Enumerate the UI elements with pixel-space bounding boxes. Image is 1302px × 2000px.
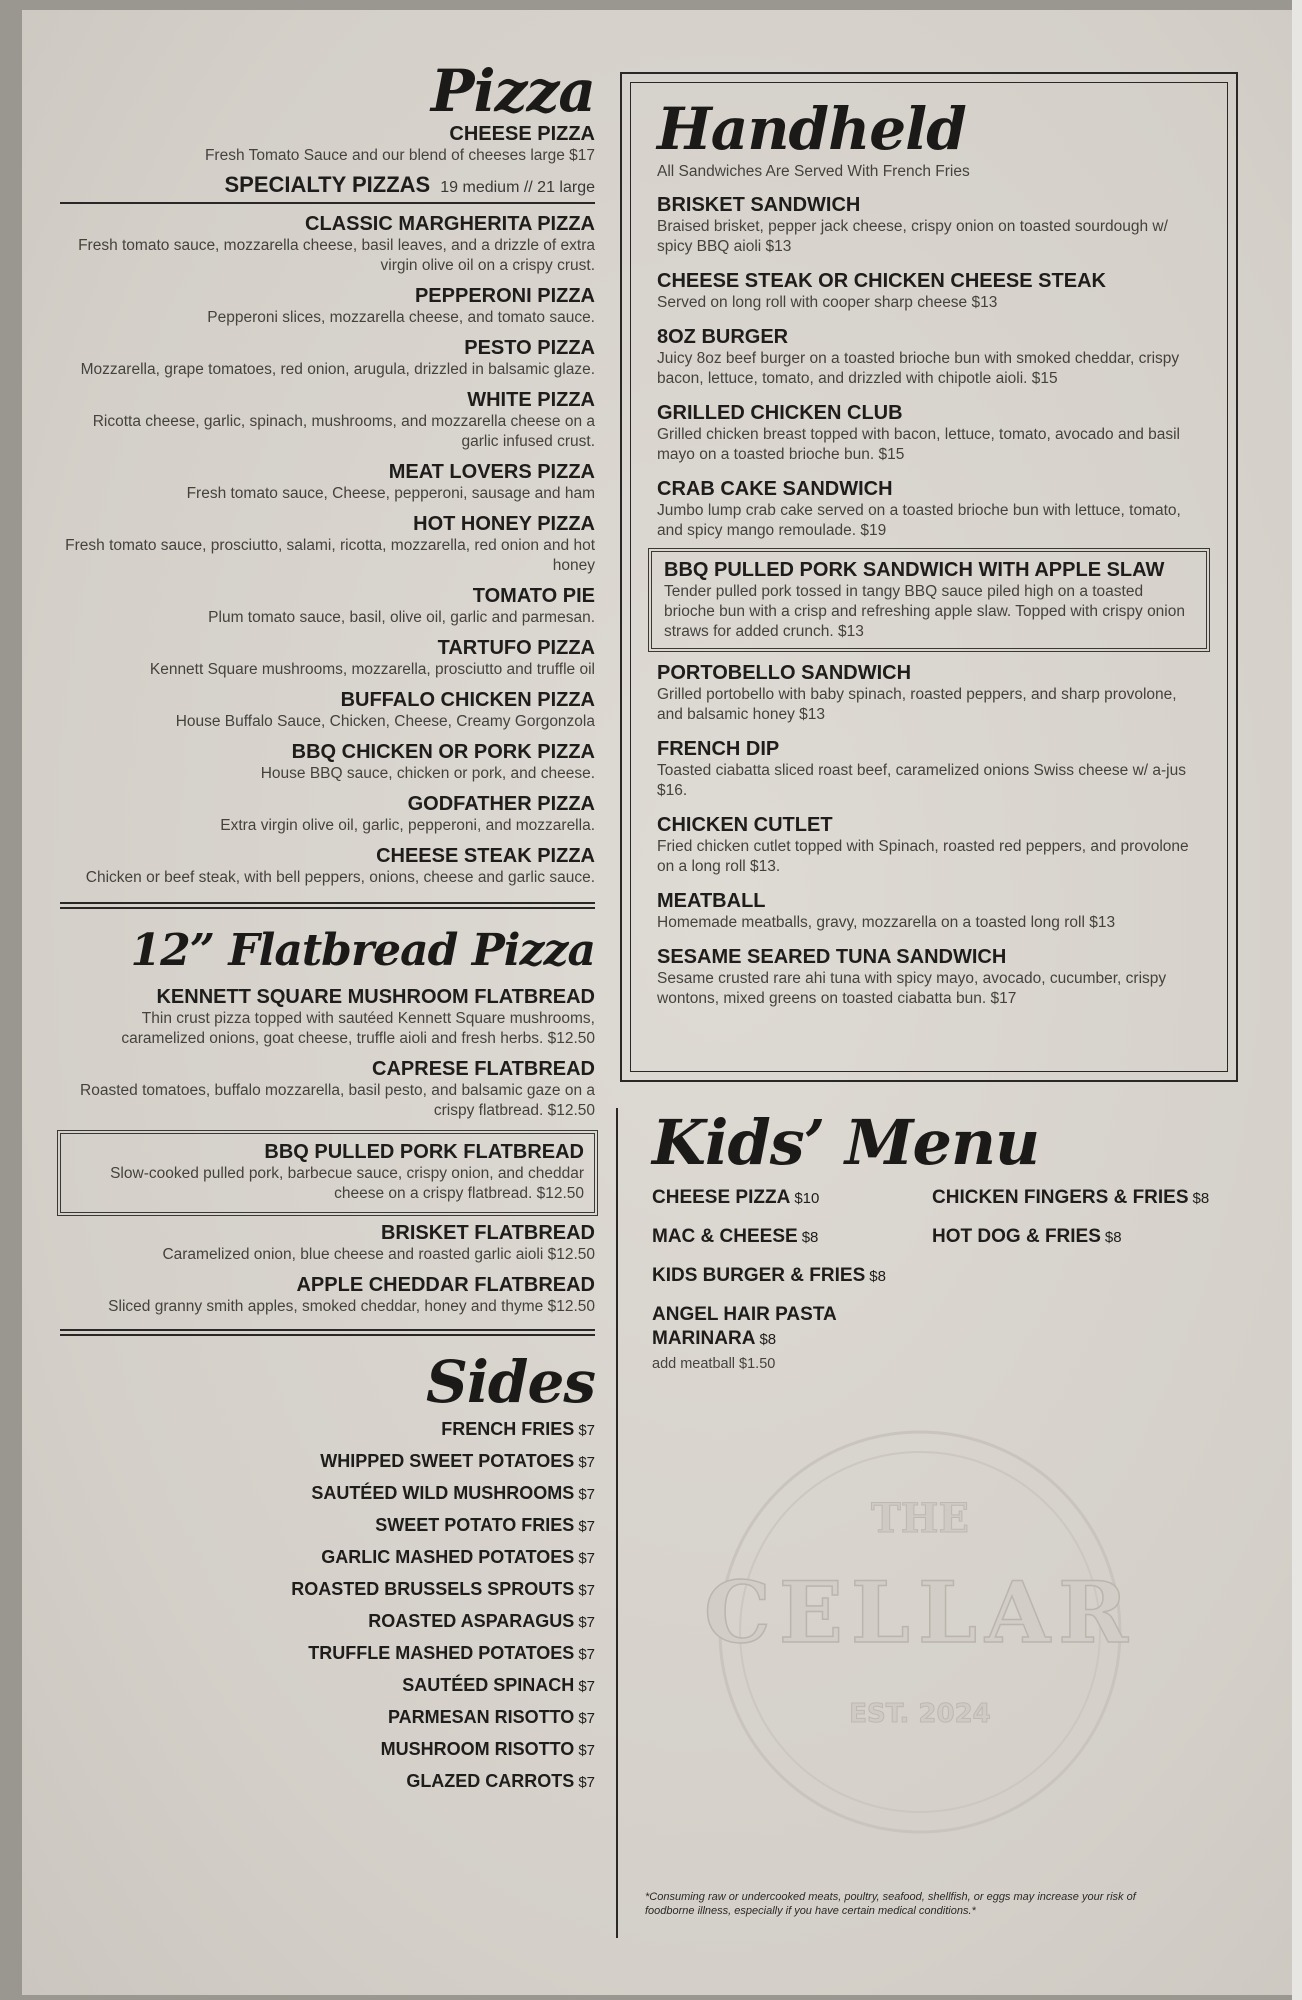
specialty-pizzas-header	[60, 172, 595, 204]
menu-item	[60, 212, 595, 276]
item-desc: Tender pulled pork tossed in tangy BBQ sauce piled high on a toasted brioche bun with a crisp and refreshing apple slaw. Topped with crispy onion straws for added crunch. $13	[664, 583, 1185, 640]
specialty-price: 19 medium // 21 large	[440, 179, 595, 196]
pizza-list	[60, 212, 595, 888]
menu-item	[657, 813, 1201, 877]
menu-item	[60, 284, 595, 328]
item-desc: Extra virgin olive oil, garlic, pepperoni, and mozzarella.	[220, 817, 595, 834]
item-desc: Chicken or beef steak, with bell peppers, onions, cheese and garlic sauce.	[85, 869, 595, 886]
side-name: PARMESAN RISOTTO	[387, 1707, 575, 1727]
item-name: PEPPERONI PIZZA	[414, 285, 595, 307]
side-item	[60, 1414, 595, 1446]
side-price: $7	[578, 1774, 595, 1791]
item-name: FRENCH DIP	[657, 738, 780, 760]
kids-item-note: add meatball $1.50	[652, 1356, 776, 1372]
item-desc: Plum tomato sauce, basil, olive oil, garlic and parmesan.	[208, 609, 595, 626]
side-price: $7	[578, 1582, 595, 1599]
menu-item	[60, 1133, 595, 1213]
kids-item	[652, 1225, 932, 1250]
item-name: CLASSIC MARGHERITA PIZZA	[305, 213, 595, 235]
item-desc: Pepperoni slices, mozzarella cheese, and tomato sauce.	[207, 309, 595, 326]
item-name: GODFATHER PIZZA	[407, 793, 595, 815]
kids-heading: Kids’ Menu	[652, 1106, 1040, 1179]
item-desc: Fried chicken cutlet topped with Spinach, roasted red peppers, and provolone on a long roll $13.	[657, 838, 1189, 875]
menu-item	[657, 737, 1201, 801]
menu-item	[60, 985, 595, 1049]
menu-item	[60, 636, 595, 680]
side-item	[60, 1670, 595, 1702]
item-name: 8OZ BURGER	[657, 326, 789, 348]
item-name: CHEESE STEAK OR CHICKEN CHEESE STEAK	[657, 270, 1106, 292]
side-item	[60, 1574, 595, 1606]
item-name: BBQ PULLED PORK SANDWICH WITH APPLE SLAW	[664, 559, 1165, 581]
side-name: ROASTED ASPARAGUS	[368, 1611, 575, 1631]
item-desc: House BBQ sauce, chicken or pork, and cheese.	[260, 765, 595, 782]
menu-item	[657, 193, 1201, 257]
kids-item-name: HOT DOG & FRIES	[932, 1226, 1101, 1247]
menu-item	[60, 336, 595, 380]
item-desc: Fresh tomato sauce, Cheese, pepperoni, sausage and ham	[186, 485, 595, 502]
side-item	[60, 1766, 595, 1798]
item-desc: Fresh tomato sauce, prosciutto, salami, ricotta, mozzarella, red onion and hot honey	[65, 537, 595, 574]
item-name: PESTO PIZZA	[464, 337, 595, 359]
item-desc: Toasted ciabatta sliced roast beef, caramelized onions Swiss cheese w/ a-jus $16.	[657, 762, 1186, 799]
item-name: SESAME SEARED TUNA SANDWICH	[657, 946, 1007, 968]
kids-item	[652, 1186, 932, 1211]
item-desc: Mozzarella, grape tomatoes, red onion, arugula, drizzled in balsamic glaze.	[80, 361, 595, 378]
item-name: CAPRESE FLATBREAD	[372, 1058, 595, 1080]
side-name: GARLIC MASHED POTATOES	[321, 1547, 575, 1567]
handheld-box	[620, 72, 1238, 1082]
item-name: BUFFALO CHICKEN PIZZA	[340, 689, 595, 711]
menu-item	[60, 512, 595, 576]
item-desc: Sliced granny smith apples, smoked cheddar, honey and thyme $12.50	[108, 1298, 595, 1315]
kids-item	[932, 1186, 1232, 1211]
item-name: BBQ PULLED PORK FLATBREAD	[264, 1141, 584, 1163]
sides-list	[60, 1414, 595, 1798]
menu-item	[60, 388, 595, 452]
side-price: $7	[578, 1422, 595, 1439]
item-desc: Fresh Tomato Sauce and our blend of cheeses large $17	[204, 147, 595, 164]
logo-the: THE	[870, 1495, 970, 1542]
item-desc: Roasted tomatoes, buffalo mozzarella, basil pesto, and balsamic gaze on a crispy flatbread. $12.50	[80, 1082, 595, 1119]
handheld-heading: Handheld	[657, 95, 966, 163]
kids-item-name: KIDS BURGER & FRIES	[652, 1265, 866, 1286]
kids-item-price: $8	[1192, 1190, 1210, 1207]
side-price: $7	[578, 1550, 595, 1567]
column-divider	[616, 1108, 618, 1938]
item-desc: House Buffalo Sauce, Chicken, Cheese, Creamy Gorgonzola	[175, 713, 595, 730]
side-name: SAUTÉED SPINACH	[402, 1675, 575, 1695]
side-item	[60, 1510, 595, 1542]
menu-item	[657, 401, 1201, 465]
kids-item-name: CHEESE PIZZA	[652, 1187, 791, 1208]
pizza-heading: Pizza	[430, 57, 595, 125]
kids-column-2	[932, 1186, 1232, 1390]
item-name: BBQ CHICKEN OR PORK PIZZA	[291, 741, 595, 763]
kids-grid	[652, 1186, 1252, 1390]
kids-item-name: MAC & CHEESE	[652, 1226, 798, 1247]
item-name: MEATBALL	[657, 890, 766, 912]
item-name: CHICKEN CUTLET	[657, 814, 833, 836]
kids-item	[652, 1264, 932, 1289]
left-column	[60, 57, 595, 1798]
kids-item	[932, 1225, 1232, 1250]
item-desc: Homemade meatballs, gravy, mozzarella on a toasted long roll $13	[657, 914, 1116, 931]
menu-item	[60, 460, 595, 504]
cheese-pizza-item	[60, 122, 595, 166]
menu-item	[60, 844, 595, 888]
item-desc: Juicy 8oz beef burger on a toasted brioche bun with smoked cheddar, crispy bacon, lettuce, tomato, and drizzled with chipotle aioli. $15	[657, 350, 1180, 387]
side-item	[60, 1702, 595, 1734]
item-name: BRISKET SANDWICH	[657, 194, 861, 216]
kids-menu	[652, 1108, 1252, 1390]
menu-item	[651, 551, 1207, 649]
item-name: MEAT LOVERS PIZZA	[388, 461, 595, 483]
side-price: $7	[578, 1518, 595, 1535]
section-divider	[60, 902, 595, 909]
kids-item-name: CHICKEN FINGERS & FRIES	[932, 1187, 1189, 1208]
side-name: FRENCH FRIES	[441, 1419, 575, 1439]
background-edge	[1292, 0, 1302, 2000]
item-name: BRISKET FLATBREAD	[380, 1222, 595, 1244]
item-name: CHEESE STEAK PIZZA	[376, 845, 595, 867]
handheld-subtitle: All Sandwiches Are Served With French Fries	[657, 163, 970, 180]
side-item	[60, 1478, 595, 1510]
handheld-list	[657, 193, 1201, 1009]
menu-item	[60, 1273, 595, 1317]
kids-item	[652, 1303, 932, 1376]
item-desc: Fresh tomato sauce, mozzarella cheese, basil leaves, and a drizzle of extra virgin olive oil on a crispy crust.	[78, 237, 595, 274]
side-price: $7	[578, 1614, 595, 1631]
specialty-label: SPECIALTY PIZZAS	[224, 172, 431, 197]
side-name: ROASTED BRUSSELS SPROUTS	[291, 1579, 575, 1599]
side-name: SAUTÉED WILD MUSHROOMS	[311, 1483, 575, 1503]
item-desc: Slow-cooked pulled pork, barbecue sauce, crispy onion, and cheddar cheese on a crispy flatbread. $12.50	[110, 1165, 584, 1202]
side-name: GLAZED CARROTS	[406, 1771, 575, 1791]
kids-item-price: $8	[759, 1331, 777, 1348]
item-name: HOT HONEY PIZZA	[413, 513, 595, 535]
section-divider	[60, 1329, 595, 1336]
item-desc: Grilled portobello with baby spinach, roasted peppers, and sharp provolone, and balsamic honey $13	[657, 686, 1177, 723]
item-desc: Sesame crusted rare ahi tuna with spicy mayo, avocado, cucumber, crispy wontons, mixed greens on toasted ciabatta bun. $17	[657, 970, 1167, 1007]
menu-item	[657, 945, 1201, 1009]
item-desc: Thin crust pizza topped with sautéed Kennett Square mushrooms, caramelized onions, goat cheese, truffle aioli and fresh herbs. $12.50	[121, 1010, 595, 1047]
menu-item	[657, 889, 1201, 933]
item-desc: Caramelized onion, blue cheese and roasted garlic aioli $12.50	[162, 1246, 595, 1263]
menu-item	[657, 661, 1201, 725]
item-name: APPLE CHEDDAR FLATBREAD	[296, 1274, 595, 1296]
sides-heading: Sides	[425, 1348, 595, 1416]
item-name: WHITE PIZZA	[467, 389, 595, 411]
item-name: PORTOBELLO SANDWICH	[657, 662, 912, 684]
item-desc: Kennett Square mushrooms, mozzarella, prosciutto and truffle oil	[149, 661, 595, 678]
item-desc: Ricotta cheese, garlic, spinach, mushrooms, and mozzarella cheese on a garlic infused crust.	[92, 413, 595, 450]
item-desc: Grilled chicken breast topped with bacon, lettuce, tomato, avocado and basil mayo on a toasted brioche bun. $15	[657, 426, 1181, 463]
item-name: TARTUFO PIZZA	[437, 637, 595, 659]
menu-item	[657, 477, 1201, 541]
side-item	[60, 1542, 595, 1574]
item-desc: Served on long roll with cooper sharp cheese $13	[657, 294, 998, 311]
item-name: GRILLED CHICKEN CLUB	[657, 402, 903, 424]
item-name: CHEESE PIZZA	[449, 123, 595, 145]
menu-item	[657, 269, 1201, 313]
side-item	[60, 1446, 595, 1478]
logo-est: EST. 2024	[849, 1699, 991, 1729]
item-desc: Jumbo lump crab cake served on a toasted brioche bun with lettuce, tomato, and spicy mango remoulade. $19	[657, 502, 1181, 539]
flatbread-heading: 12” Flatbread Pizza	[130, 925, 595, 976]
kids-item-price: $10	[794, 1190, 820, 1207]
item-desc: Braised brisket, pepper jack cheese, crispy onion on toasted sourdough w/ spicy BBQ aioli $13	[657, 218, 1168, 255]
kids-item-price: $8	[1104, 1229, 1122, 1246]
disclaimer: *Consuming raw or undercooked meats, poultry, seafood, shellfish, or eggs may increase your risk of foodborne illness, especially if you have certain medical conditions.*	[645, 1891, 1136, 1917]
menu-item	[60, 792, 595, 836]
menu-item	[60, 584, 595, 628]
cellar-logo-watermark	[700, 1412, 1140, 1852]
menu-item	[60, 688, 595, 732]
side-price: $7	[578, 1486, 595, 1503]
side-price: $7	[578, 1646, 595, 1663]
menu-item	[60, 1057, 595, 1121]
side-price: $7	[578, 1710, 595, 1727]
side-item	[60, 1734, 595, 1766]
side-price: $7	[578, 1678, 595, 1695]
item-name: TOMATO PIE	[472, 585, 595, 607]
side-name: WHIPPED SWEET POTATOES	[320, 1451, 575, 1471]
menu-item	[657, 325, 1201, 389]
menu-item	[60, 1221, 595, 1265]
side-name: TRUFFLE MASHED POTATOES	[308, 1643, 575, 1663]
flatbread-list	[60, 985, 595, 1317]
menu-item	[60, 740, 595, 784]
item-name: CRAB CAKE SANDWICH	[657, 478, 893, 500]
handheld-inner	[630, 82, 1228, 1072]
side-price: $7	[578, 1742, 595, 1759]
side-price: $7	[578, 1454, 595, 1471]
side-name: MUSHROOM RISOTTO	[380, 1739, 575, 1759]
kids-item-name: ANGEL HAIR PASTA MARINARA	[652, 1304, 837, 1349]
side-item	[60, 1606, 595, 1638]
side-item	[60, 1638, 595, 1670]
kids-item-price: $8	[869, 1268, 886, 1285]
kids-column-1	[652, 1186, 932, 1390]
side-name: SWEET POTATO FRIES	[375, 1515, 575, 1535]
logo-cellar: CELLAR	[704, 1563, 1136, 1662]
kids-item-price: $8	[801, 1229, 819, 1246]
item-name: KENNETT SQUARE MUSHROOM FLATBREAD	[156, 986, 595, 1008]
